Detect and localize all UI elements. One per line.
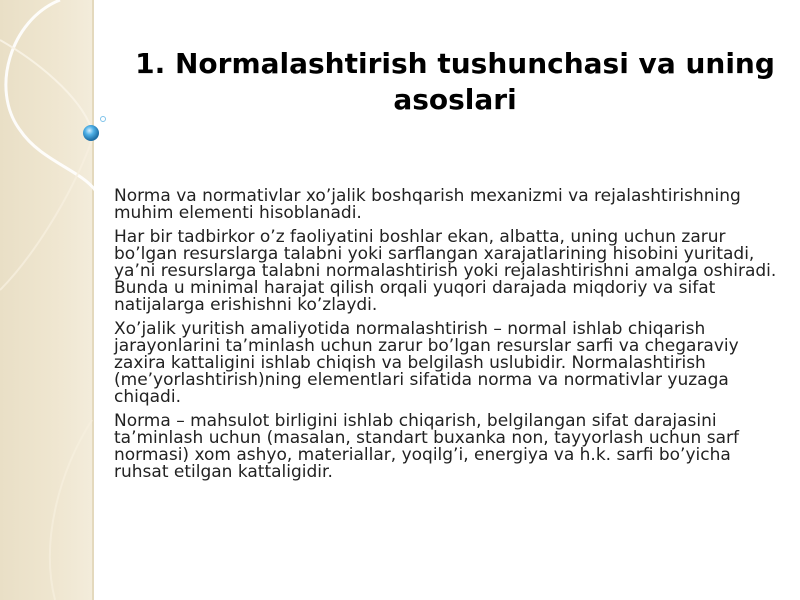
small-bead-icon: [101, 117, 106, 122]
decorative-arc-upper: [6, 0, 95, 190]
paragraph-xojalik-amaliyoti: Xo’jalik yuritish amaliyotida normalashtirish – normal ishlab chiqarish jarayonlarini ta’minlash uchun zarur bo’lgan resurslar sarfi va chegaraviy zaxira kattaligini ishlab chiqish va belgilash uslubidir. Normalashtirish (me’yorlashtirish)ning elementlari sifatida norma va normativlar yuzaga chiqadi.: [114, 319, 739, 407]
paragraph-tadbirkor: Har bir tadbirkor o’z faoliyatini boshlar ekan, albatta, uning uchun zarur bo’lgan resurslarga talabni yoki sarflangan xarajatlarining hisobini yuritadi, ya’ni resurslarga talabni normalashtirish yoki rejalashtirishni amalga oshiradi. Bunda u minimal harajat qilish orqali yuqori darajada miqdoriy va sifat natijalarga erishishni ko’zlaydi.: [114, 227, 777, 315]
decorative-arc-inner: [0, 40, 92, 130]
blue-bead-icon: [83, 125, 99, 141]
paragraph-norma-definition: Norma – mahsulot birligini ishlab chiqarish, belgilangan sifat darajasini ta’minlash uchun (masalan, standart buxanka non, tayyorlash uchun sarf normasi) xom ashyo, materiallar, yoqilg’i, energiya va h.k. sarfi bo’yicha ruhsat etilgan kattaligidir.: [114, 411, 739, 482]
slide-body: [114, 188, 786, 488]
decorative-arc-lower: [0, 140, 92, 290]
decorative-arc-bottom: [50, 420, 92, 600]
slide-title: 1. Normalashtirish tushunchasi va uning asoslari: [135, 47, 775, 116]
paragraph-norma-normativlar: Norma va normativlar xo’jalik boshqarish mexanizmi va rejalashtirishning muhim elementi hisoblanadi.: [114, 186, 741, 223]
